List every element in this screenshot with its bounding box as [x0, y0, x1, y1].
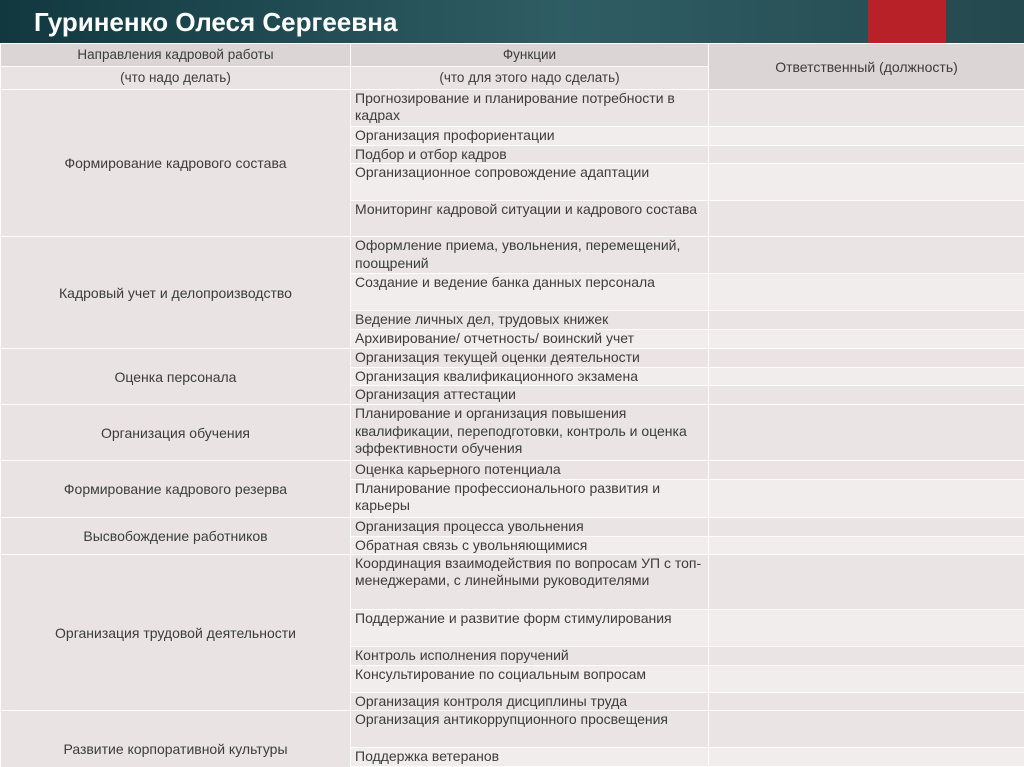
- function-cell: Оценка карьерного потенциала: [351, 461, 709, 479]
- table-row: [1, 348, 1024, 367]
- table-row: [1, 555, 1024, 610]
- col-subheader-functions: (что для этого надо сделать): [351, 67, 709, 90]
- slide-header: [0, 0, 1024, 43]
- col-header-responsible: Ответственный (должность): [709, 44, 1024, 90]
- direction-cell: Высвобождение работников: [1, 517, 351, 554]
- function-cell: Организация антикоррупционного просвещения: [351, 711, 709, 748]
- responsible-cell[interactable]: [709, 146, 1024, 164]
- responsible-cell[interactable]: [709, 201, 1024, 237]
- col-subheader-direction: (что надо делать): [1, 67, 351, 90]
- responsible-cell[interactable]: [709, 711, 1024, 748]
- responsible-cell[interactable]: [709, 610, 1024, 647]
- responsible-cell[interactable]: [709, 237, 1024, 274]
- function-cell: Обратная связь с увольняющимися: [351, 536, 709, 554]
- responsible-cell[interactable]: [709, 90, 1024, 127]
- direction-cell: Организация трудовой деятельности: [1, 555, 351, 711]
- hr-functions-table: [0, 43, 1024, 767]
- function-cell: Ведение личных дел, трудовых книжек: [351, 311, 709, 330]
- direction-cell: Организация обучения: [1, 405, 351, 461]
- function-cell: Поддержка ветеранов: [351, 748, 709, 767]
- direction-cell: Развитие корпоративной культуры: [1, 711, 351, 767]
- function-cell: Организация текущей оценки деятельности: [351, 348, 709, 367]
- table-row: [1, 517, 1024, 536]
- function-cell: Архивирование/ отчетность/ воинский учет: [351, 330, 709, 348]
- table-row: [1, 90, 1024, 127]
- function-cell: Организация процесса увольнения: [351, 517, 709, 536]
- function-cell: Организация аттестации: [351, 386, 709, 405]
- responsible-cell[interactable]: [709, 311, 1024, 330]
- table-container: [0, 43, 1024, 767]
- direction-cell: Оценка персонала: [1, 348, 351, 404]
- responsible-cell[interactable]: [709, 666, 1024, 693]
- function-cell: Планирование и организация повышения квалификации, переподготовки, контроль и оценка эффективности обучения: [351, 405, 709, 461]
- function-cell: Организация контроля дисциплины труда: [351, 693, 709, 711]
- page-title: Гуриненко Олеся Сергеевна: [34, 7, 398, 37]
- function-cell: Создание и ведение банка данных персонала: [351, 274, 709, 311]
- accent-block: [868, 0, 946, 43]
- responsible-cell[interactable]: [709, 536, 1024, 554]
- table-row: [1, 461, 1024, 479]
- table-row: [1, 711, 1024, 748]
- direction-cell: Формирование кадрового состава: [1, 90, 351, 237]
- function-cell: Организация квалификационного экзамена: [351, 367, 709, 385]
- table-row: [1, 405, 1024, 461]
- function-cell: Планирование профессионального развития и карьеры: [351, 479, 709, 517]
- direction-cell: Формирование кадрового резерва: [1, 461, 351, 517]
- responsible-cell[interactable]: [709, 386, 1024, 405]
- function-cell: Контроль исполнения поручений: [351, 647, 709, 666]
- function-cell: Прогнозирование и планирование потребности в кадрах: [351, 90, 709, 127]
- responsible-cell[interactable]: [709, 348, 1024, 367]
- responsible-cell[interactable]: [709, 330, 1024, 348]
- responsible-cell[interactable]: [709, 274, 1024, 311]
- responsible-cell[interactable]: [709, 164, 1024, 201]
- col-header-functions: Функции: [351, 44, 709, 67]
- responsible-cell[interactable]: [709, 517, 1024, 536]
- header-row: [1, 44, 1024, 67]
- direction-cell: Кадровый учет и делопроизводство: [1, 237, 351, 348]
- function-cell: Подбор и отбор кадров: [351, 146, 709, 164]
- function-cell: Координация взаимодействия по вопросам УП с топ-менеджерами, с линейными руководителями: [351, 555, 709, 610]
- responsible-cell[interactable]: [709, 479, 1024, 517]
- col-header-direction: Направления кадровой работы: [1, 44, 351, 67]
- function-cell: Организационное сопровождение адаптации: [351, 164, 709, 201]
- table-row: [1, 237, 1024, 274]
- function-cell: Консультирование по социальным вопросам: [351, 666, 709, 693]
- function-cell: Мониторинг кадровой ситуации и кадрового состава: [351, 201, 709, 237]
- responsible-cell[interactable]: [709, 127, 1024, 146]
- responsible-cell[interactable]: [709, 555, 1024, 610]
- function-cell: Организация профориентации: [351, 127, 709, 146]
- responsible-cell[interactable]: [709, 367, 1024, 385]
- function-cell: Поддержание и развитие форм стимулирования: [351, 610, 709, 647]
- responsible-cell[interactable]: [709, 693, 1024, 711]
- responsible-cell[interactable]: [709, 748, 1024, 767]
- responsible-cell[interactable]: [709, 647, 1024, 666]
- responsible-cell[interactable]: [709, 461, 1024, 479]
- responsible-cell[interactable]: [709, 405, 1024, 461]
- function-cell: Оформление приема, увольнения, перемещений, поощрений: [351, 237, 709, 274]
